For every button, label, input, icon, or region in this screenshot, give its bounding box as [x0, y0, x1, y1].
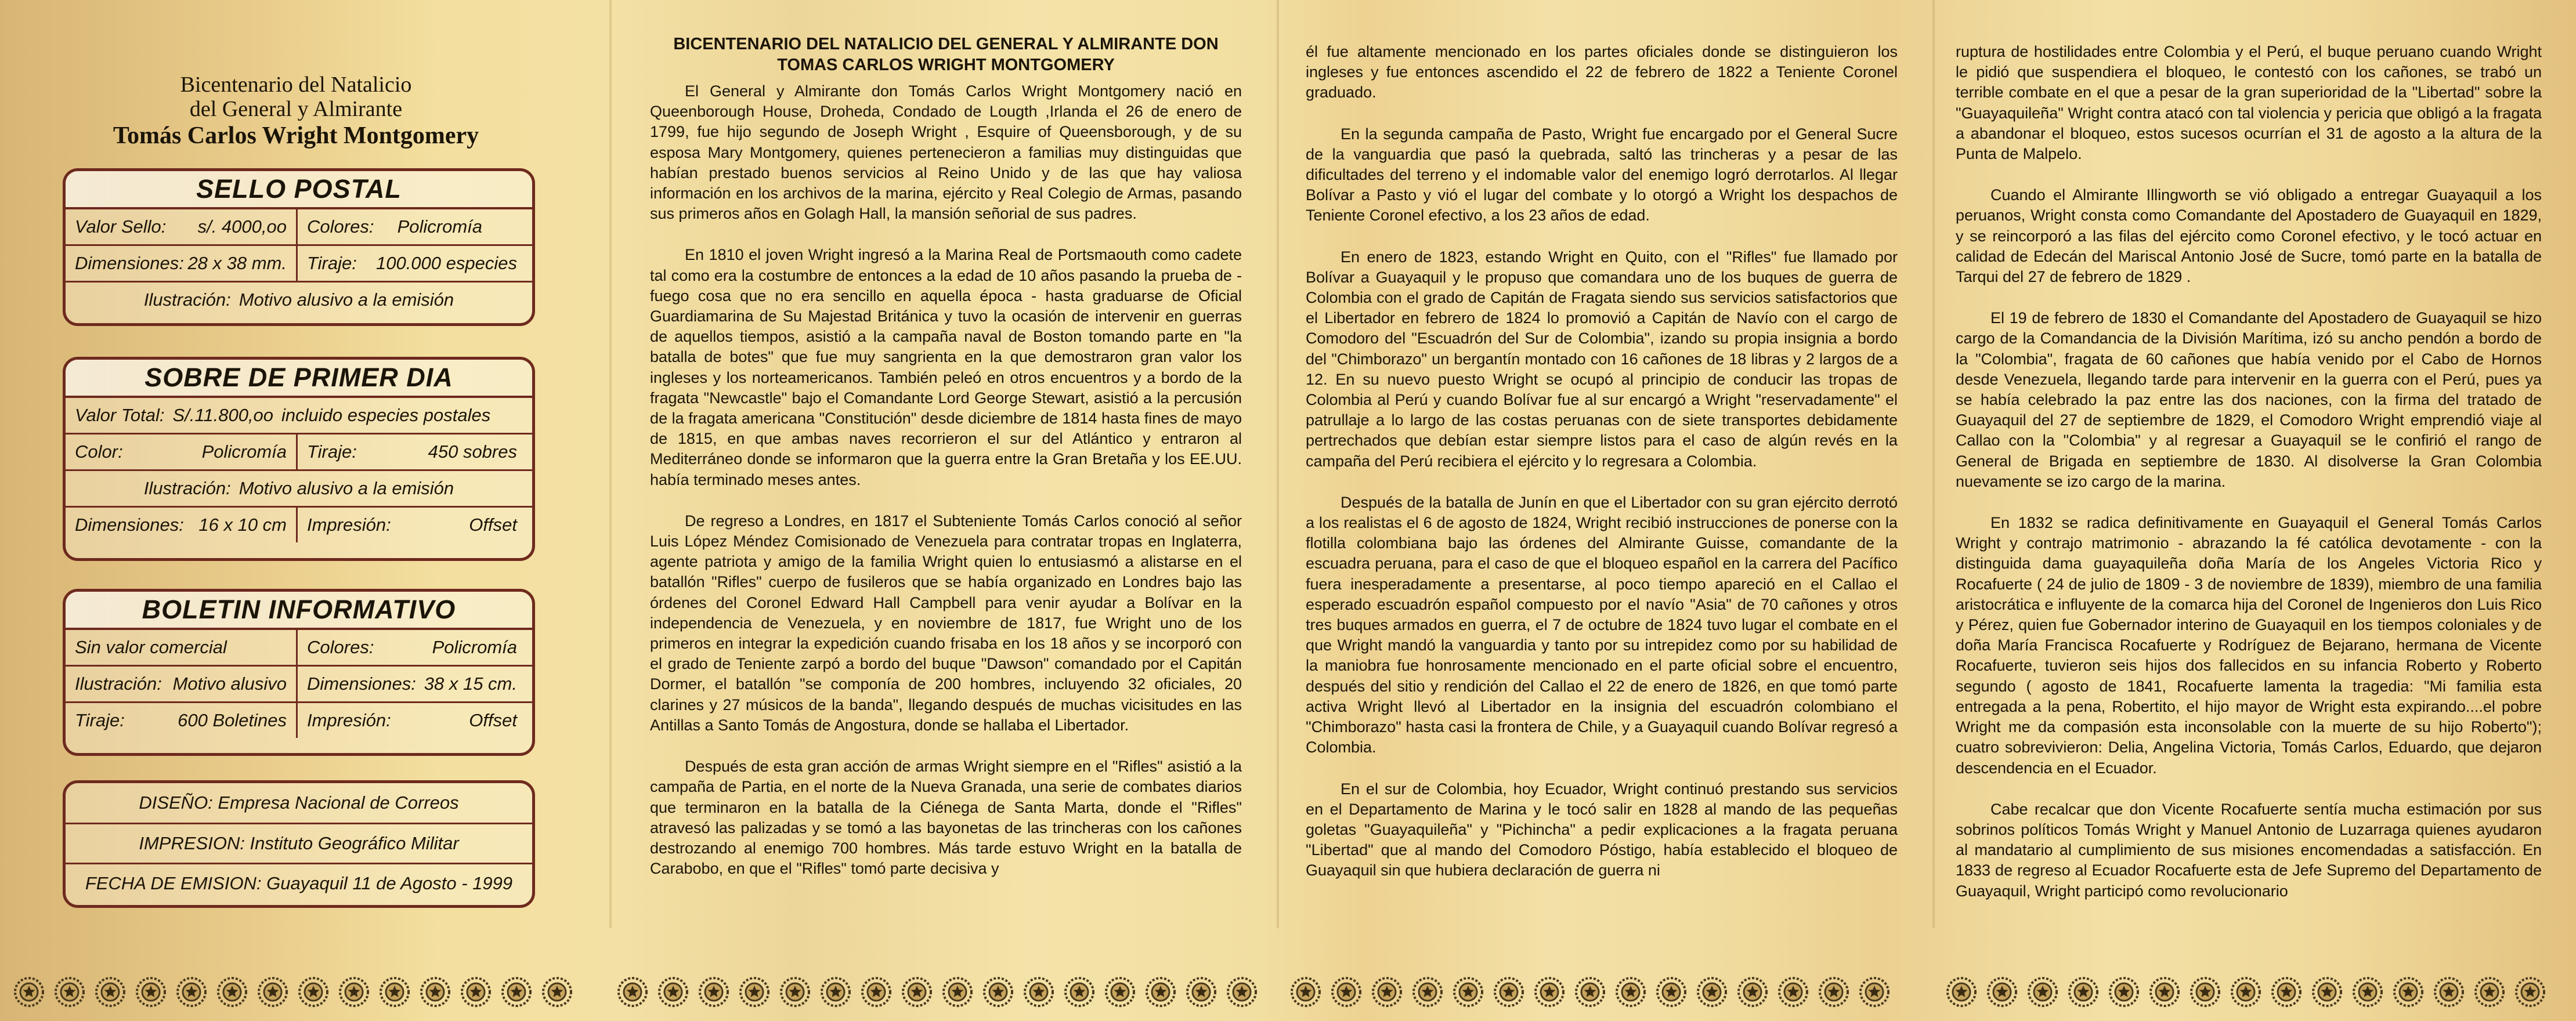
star-medallion-icon	[1536, 978, 1563, 1006]
paragraph: El 19 de febrero de 1830 el Comandante del Apostadero de Guayaquil se hizo cargo de la Comandancia de la División Marítima, izó su ancho pendón a bordo de la "Colombia", fragata de 60 cañones que había venido por el Cabo de Hornos desde Venezuela, llegando tarde para intervenir en la guerra con el Perú, pues ya se había celebrado la paz entre las dos naciones, con la firma del tratado de Guayaquil del 27 de septiembre de 1829, el Comodoro Wright emprendió viaje al Callao con la "Colombia" y al regresar a Guayaquil se le confirió el rango de General de Brigada en septiembre de 1830. Al disolverse la Gran Colombia nuevamente se izo cargo de la marina.	[1956, 309, 2542, 490]
paragraph: ruptura de hostilidades entre Colombia y el Perú, el buque peruano cuando Wright le pidió que suspendiera el bloqueo, le contestó con los cañones, se trabó un terrible combate en el que a pesar de la gran superioridad de la "Libertad" sobre la "Guayaquileña" Wright contra atacó con tal violencia y pericia que obligó a la fragata a abandonar el bloqueo, estos sucesos ocurrían el 31 de agosto a la altura de la Punta de Malpelo.	[1956, 43, 2542, 163]
table-cell	[298, 703, 526, 738]
star-medallion-icon	[1332, 978, 1360, 1006]
star-medallion-icon	[2191, 978, 2219, 1006]
star-medallion-icon	[462, 978, 490, 1006]
star-medallion-icon	[862, 978, 890, 1006]
boletin-informativo-box	[63, 589, 535, 756]
field-value: Motivo alusivo a la emisión	[239, 289, 454, 310]
field-value: Motivo alusivo a la emisión	[239, 478, 454, 498]
star-medallion-icon	[218, 978, 246, 1006]
star-medallion-icon	[944, 978, 971, 1006]
paragraph: El General y Almirante don Tomás Carlos Wright Montgomery nació en Queenborough House, Droheda, Condado de Lougth ,Irlanda el 26 de enero de 1799, fue hijo segundo de Joseph Wright , Esquire of Queensborough, y de su esposa Mary Montgomery, quienes pertenecieron a familias muy distinguidas que habían prestado buenos servicios al Reino Unido y de las que hay valiosa información en los archivos de la marina, ejército y Real Colegio de Armas, pasando sus primeros años en Golagh Hall, la mansión señorial de sus padres.	[650, 82, 1242, 223]
star-medallion-icon	[1988, 978, 2016, 1006]
field-value: 450 sobres	[428, 441, 517, 462]
fold-line-3	[1932, 0, 1935, 928]
field-value: 38 x 15 cm.	[424, 674, 517, 694]
field-value: S/.11.800,oo	[172, 405, 274, 425]
star-medallion-icon	[700, 978, 728, 1006]
paragraph: De regreso a Londres, en 1817 el Subteniente Tomás Carlos conoció al señor Luis López Méndez Comisionado de Venezuela para contratar tropas en Inglaterra, agente patriota y amigo de la familia Wright quien lo entusiasmó a alistarse en el batallón "Rifles" cuerpo de fusileros que se había organizado en Londres bajo las órdenes del Coronel Edward Hall Campbell para venir ayudar a Bolívar en la independencia de Venezuela, y en noviembre de 1817, fue Wright uno de los primeros en integrar la expedición cuando frisaba en los 18 años y se incorporó con el grado de Teniente zarpó a bordo del buque "Dawson" comandado por el Capitán Dormer, el batallón "se componía de 200 hombres, incluyendo 32 oficiales, 20 clarines y 27 músicos de la banda", llegando después de muchas vicisitudes en las Antillas a Santo Tomás de Angostura, donde se hallaba el Libertador.	[650, 512, 1242, 734]
table-cell	[298, 630, 526, 665]
paragraph: él fue altamente mencionado en los partes oficiales donde se distinguieron los ingleses y fue entonces ascendido el 22 de febrero de 1822 a Teniente Coronel graduado.	[1306, 43, 1898, 102]
sobre-primer-dia-header: SOBRE DE PRIMER DIA	[66, 360, 532, 398]
star-medallion-icon	[1495, 978, 1523, 1006]
field-label: Ilustración:	[143, 478, 231, 498]
table-cell	[298, 508, 526, 542]
boletin-informativo-header: BOLETIN INFORMATIVO	[66, 592, 532, 630]
table-cell	[66, 508, 298, 542]
field-label: Ilustración:	[143, 289, 231, 310]
star-medallion-icon	[1657, 978, 1685, 1006]
field-value: 100.000 especies	[375, 253, 517, 273]
field-value: 28 x 38 mm.	[187, 253, 287, 273]
table-cell	[298, 435, 526, 469]
field-label: Impresión:	[307, 710, 391, 730]
field-label: Valor Sello:	[75, 216, 167, 237]
star-medallion-icon	[1617, 978, 1645, 1006]
sello-postal-box	[63, 168, 535, 326]
star-medallion-icon	[781, 978, 809, 1006]
credit-fecha	[66, 864, 532, 903]
table-row	[66, 398, 532, 435]
field-label: Sin valor comercial	[75, 637, 227, 657]
field-label: Dimensiones:	[75, 515, 184, 535]
star-medallion-icon	[1698, 978, 1726, 1006]
field-value: Policromía	[201, 441, 287, 462]
credit-text: DISEÑO: Empresa Nacional de Correos	[139, 792, 459, 813]
star-medallion-icon	[2476, 978, 2503, 1006]
field-value: s/. 4000,oo	[197, 216, 287, 237]
table-cell	[298, 246, 526, 281]
star-medallion-icon	[503, 978, 530, 1006]
field-label: Color:	[75, 441, 123, 462]
star-medallion-icon	[2110, 978, 2138, 1006]
star-medallion-icon	[740, 978, 768, 1006]
star-medallion-icon	[2029, 978, 2057, 1006]
title-line-2: del General y Almirante	[189, 97, 403, 121]
paragraph: Después de la batalla de Junín en que el Libertador con su gran ejército derrotó a los realistas el 6 de agosto de 1824, Wright recibió instrucciones de ponerse con la flotilla colombiana bajo las órdenes del Almirante Guisse, comandante de la escuadra peruana, para el caso de que el bloqueo español en la carrera del Pacífico fuera inesperadamente a presentarse, al poco tiempo apareció en el Callao el esperado escuadrón español compuesto por el navío "Asia" de 70 cañones y otros tres buques armados en guerra, el 7 de octubre de 1824 tuvo lugar el combate en el que Wright mandó la vanguardia y tanto por su intrepidez como por su habilidad de la maniobra fue honrosamente mencionado en el parte oficial sobre el encuentro, después del sitio y rendición del Callao el 22 de enero de 1826, en que tomó parte activa Wright llevó al Libertador en la insignia del escuadrón colombiano el "Chimborazo" hasta casi la frontera de Chile, y a Guayaquil cuando Bolívar regresó a Colombia.	[1306, 493, 1898, 756]
star-medallion-icon	[96, 978, 124, 1006]
table-cell	[66, 435, 298, 469]
table-row	[66, 209, 532, 246]
table-cell	[66, 246, 298, 281]
paragraph: Después de esta gran acción de armas Wright siempre en el "Rifles" asistió a la campaña de Partia, en el norte de la Nueva Granada, una serie de combates diarios que terminaron en la batalla de la Ciénega de Santa Marta, donde el "Rifles" atravesó las palizadas y se tomó a las bayonetas de las trincheras con los cañones destrozando al enemigo 700 hombres. Más tarde estuvo Wright en la batalla de Carabobo, en que el "Rifles" tomó parte decisiva y	[650, 758, 1242, 878]
star-medallion-icon	[1576, 978, 1604, 1006]
decorative-border	[0, 966, 2576, 1018]
star-medallion-icon	[2232, 978, 2260, 1006]
field-value: Policromía	[397, 216, 482, 237]
star-medallion-icon	[619, 978, 646, 1006]
paragraph: Cabe recalcar que don Vicente Rocafuerte sentía mucha estimación por sus sobrinos políticos Tomás Wright y Manuel Antonio de Luzarraga quienes ayudaron al mandatario al cumplimiento de sus misiones encomendadas a satisfacción. En 1833 de regreso al Ecuador Rocafuerte esta de Jefe Supremo del Departamento de Guayaquil, Wright participó como revolucionario	[1956, 800, 2542, 900]
table-cell	[66, 630, 298, 665]
table-cell	[298, 667, 526, 701]
star-medallion-icon	[2435, 978, 2463, 1006]
field-label: Colores:	[307, 637, 374, 657]
star-medallion-icon	[340, 978, 368, 1006]
star-medallion-icon	[2272, 978, 2300, 1006]
fold-line-1	[609, 0, 612, 928]
paragraph: En 1810 el joven Wright ingresó a la Marina Real de Portsmaouth como cadete tal como era la costumbre de entonces a la edad de 10 años pasando la prueba de - fuego cosa que no era sencillo en aquella época - hasta graduarse de Oficial Guardiamarina de Su Majestad Británica y tuvo la ocasión de intervenir en guerras de aquellos tiempos, asistió a la campaña naval de Boston tomando parte en "la batalla de botes" que fue muy sangrienta en la que demostraron gran valor los ingleses y los norteamericanos. También peleó en otros encuentros y a bordo de la fragata "Newcastle" bajo el Comandante Lord George Stewart, asistió a la percusión de la fragata americana "Constitución" desde diciembre de 1814 hasta fines de mayo de 1815, en que ambas naves recorrieron el sur del Atlántico y entraron al Mediterráneo donde se informaron que la guerra entre la Gran Bretaña y los EE.UU. había terminado meses antes.	[650, 246, 1242, 488]
field-label: Tiraje:	[75, 710, 125, 730]
left-panel-title	[52, 73, 540, 150]
field-value: Offset	[469, 710, 517, 730]
credit-text: FECHA DE EMISION: Guayaquil 11 de Agosto - 1999	[85, 873, 513, 893]
table-row	[66, 508, 532, 542]
table-cell	[66, 667, 298, 701]
star-medallion-icon	[2313, 978, 2341, 1006]
paragraph: En el sur de Colombia, hoy Ecuador, Wright continuó prestando sus servicios en el Departamento de Marina y le tocó salir en 1828 al mando de las pequeñas goletas "Guayaquileña" y "Pichincha" a pedir explicaciones a la fragata peruana "Libertad" que al mando del Comodoro Póstigo, había establecido el bloqueo de Guayaquil sin que hubiera declaración de guerra ni	[1306, 780, 1898, 879]
credit-diseno	[66, 783, 532, 824]
field-value: Offset	[469, 515, 517, 535]
star-medallion-icon	[137, 978, 165, 1006]
field-label: Colores:	[307, 216, 374, 237]
star-medallion-icon	[822, 978, 850, 1006]
paragraph: En 1832 se radica definitivamente en Guayaquil el General Tomás Carlos Wright y contrajo matrimonio - abrazando la fé católica devotamente - con la distinguida dama guayaquileña doña María de los Angeles Victoria Rico y Rocafuerte ( 24 de julio de 1809 - 3 de noviembre de 1839), miembro de una familia aristocrática e influyente de la comarca hija del Coronel de Ingenieros don Luis Rico y Pérez, quien fue Gobernador interino de Guayaquil en los tiempos coloniales y de doña María Francisca Rocafuerte y Rodríguez de Bejarano, hermana de Vicente Rocafuerte, tuvieron seis hijos dos fallecidos en su infancia Roberto y Roberto segundo ( agosto de 1841, Rocafuerte lamenta la tragedia: "Mi familia esta entregada a la pena, Robertito, el hijo mayor de Wright esta expirando....el pobre Wright me da compasión esta inconsolable con la muerte de su hijo Roberto"); cuatro sobrevivieron: Delia, Angelina Victoria, Tomás Carlos, Eduardo, que dejaron descendencia en el Ecuador.	[1956, 514, 2542, 777]
star-medallion-icon	[1739, 978, 1766, 1006]
star-medallion-icon	[1820, 978, 1848, 1006]
star-medallion-icon	[2394, 978, 2422, 1006]
table-row	[66, 471, 532, 508]
star-medallion-icon	[1147, 978, 1175, 1006]
paragraph: En enero de 1823, estando Wright en Quito, con el "Rifles" fue llamado por Bolívar a Guayaquil y le propuso que comandara uno de los buques de guerra de Colombia con el grado de Capitán de Fragata siendo sus servicios satisfactorios que el Libertador en febrero de 1824 lo promovió a Capitán de Navío con el cargo de Comodoro del "Escuadrón del Sur de Colombia", izando su propia insignia a bordo del "Chimborazo" un bergantín montado con 16 cañones de 18 libras y 2 largos de a 12. En su nuevo puesto Wright se ocupó al principio de conducir las tropas de Colombia al Perú y cuando Bolívar fue al sur encargó a Wright "reservadamente" el patrullaje a lo largo de las costas peruanas con de siete transportes debidamente pertrechados que debían estar siempre listos para el caso de algún revés en la campaña del Perú recibiera el ejército y lo regresara a Colombia.	[1306, 248, 1898, 470]
field-label: Ilustración:	[75, 674, 162, 694]
star-medallion-icon	[299, 978, 327, 1006]
star-medallion-icon	[2151, 978, 2178, 1006]
field-note: incluido especies postales	[281, 405, 491, 425]
star-medallion-icon	[1228, 978, 1256, 1006]
star-medallion-icon	[381, 978, 409, 1006]
star-medallion-icon	[1373, 978, 1401, 1006]
star-medallion-icon	[903, 978, 931, 1006]
article-heading: BICENTENARIO DEL NATALICIO DEL GENERAL Y ALMIRANTE DON TOMAS CARLOS WRIGHT MONTGOMERY	[673, 35, 1219, 74]
table-cell	[298, 209, 526, 244]
table-row	[66, 667, 532, 703]
sello-postal-header: SELLO POSTAL	[66, 171, 532, 209]
table-cell	[66, 209, 298, 244]
table-row	[66, 703, 532, 738]
star-medallion-icon	[56, 978, 84, 1006]
star-medallion-icon	[1187, 978, 1215, 1006]
star-medallion-icon	[1414, 978, 1441, 1006]
star-medallion-icon	[1779, 978, 1807, 1006]
star-medallion-icon	[1106, 978, 1134, 1006]
star-medallion-icon	[2069, 978, 2097, 1006]
star-medallion-icon	[1454, 978, 1482, 1006]
paragraph: En la segunda campaña de Pasto, Wright fue encargado por el General Sucre de la vanguardia que pasó la quebrada, saltó las trincheras y a pesar de las dificultades del terreno y el indomable valor del enemigo logró derrotarlos. Al llegar Bolívar a Pasto y vió el lugar del combate y lo otorgó a Wright los despachos de Teniente Coronel efectivo, a los 23 años de edad.	[1306, 125, 1898, 225]
star-medallion-icon	[984, 978, 1012, 1006]
field-value: Motivo alusivo	[172, 674, 287, 694]
title-line-1: Bicentenario del Natalicio	[180, 73, 412, 97]
star-medallion-icon	[659, 978, 687, 1006]
star-medallion-icon	[259, 978, 287, 1006]
field-label: Tiraje:	[307, 253, 357, 273]
table-row	[66, 246, 532, 283]
article-column-1	[650, 34, 1242, 900]
field-label: Dimensiones:	[307, 674, 416, 694]
star-medallion-icon	[2516, 978, 2544, 1006]
star-medallion-icon	[1292, 978, 1320, 1006]
star-medallion-icon	[421, 978, 449, 1006]
star-medallion-icon	[1860, 978, 1888, 1006]
article-column-3	[1956, 42, 2542, 922]
field-value: 600 Boletines	[178, 710, 287, 730]
star-medallion-icon	[1025, 978, 1053, 1006]
table-row	[66, 283, 532, 317]
star-medallion-icon	[15, 978, 43, 1006]
star-medallion-icon	[178, 978, 205, 1006]
paragraph: Cuando el Almirante Illingworth se vió obligado a entregar Guayaquil a los peruanos, Wright consta como Comandante del Apostadero de Guayaquil en 1829, y se reincorporó a las filas del ejército como Coronel efectivo, y le tocó actuar en calidad de Edecán del Mariscal Antonio José de Sucre, tomó parte en la batalla de Tarqui del 27 de febrero de 1829 .	[1956, 186, 2542, 286]
table-row	[66, 435, 532, 471]
fold-line-2	[1277, 0, 1279, 928]
table-row	[66, 630, 532, 667]
credit-text: IMPRESION: Instituto Geográfico Militar	[139, 833, 459, 853]
credit-impresion	[66, 824, 532, 864]
field-label: Dimensiones:	[75, 253, 184, 273]
field-label: Impresión:	[307, 515, 391, 535]
title-line-3: Tomás Carlos Wright Montgomery	[113, 122, 479, 149]
credits-box	[63, 780, 535, 908]
field-value: Policromía	[432, 637, 517, 657]
table-cell	[66, 703, 298, 738]
star-medallion-icon	[1065, 978, 1093, 1006]
field-value: 16 x 10 cm	[198, 515, 287, 535]
field-label: Tiraje:	[307, 441, 357, 462]
star-medallion-icon	[2354, 978, 2382, 1006]
sobre-primer-dia-box	[63, 357, 535, 561]
star-medallion-icon	[1948, 978, 1975, 1006]
star-medallion-icon	[543, 978, 571, 1006]
article-column-2	[1306, 42, 1898, 902]
field-label: Valor Total:	[75, 405, 165, 425]
